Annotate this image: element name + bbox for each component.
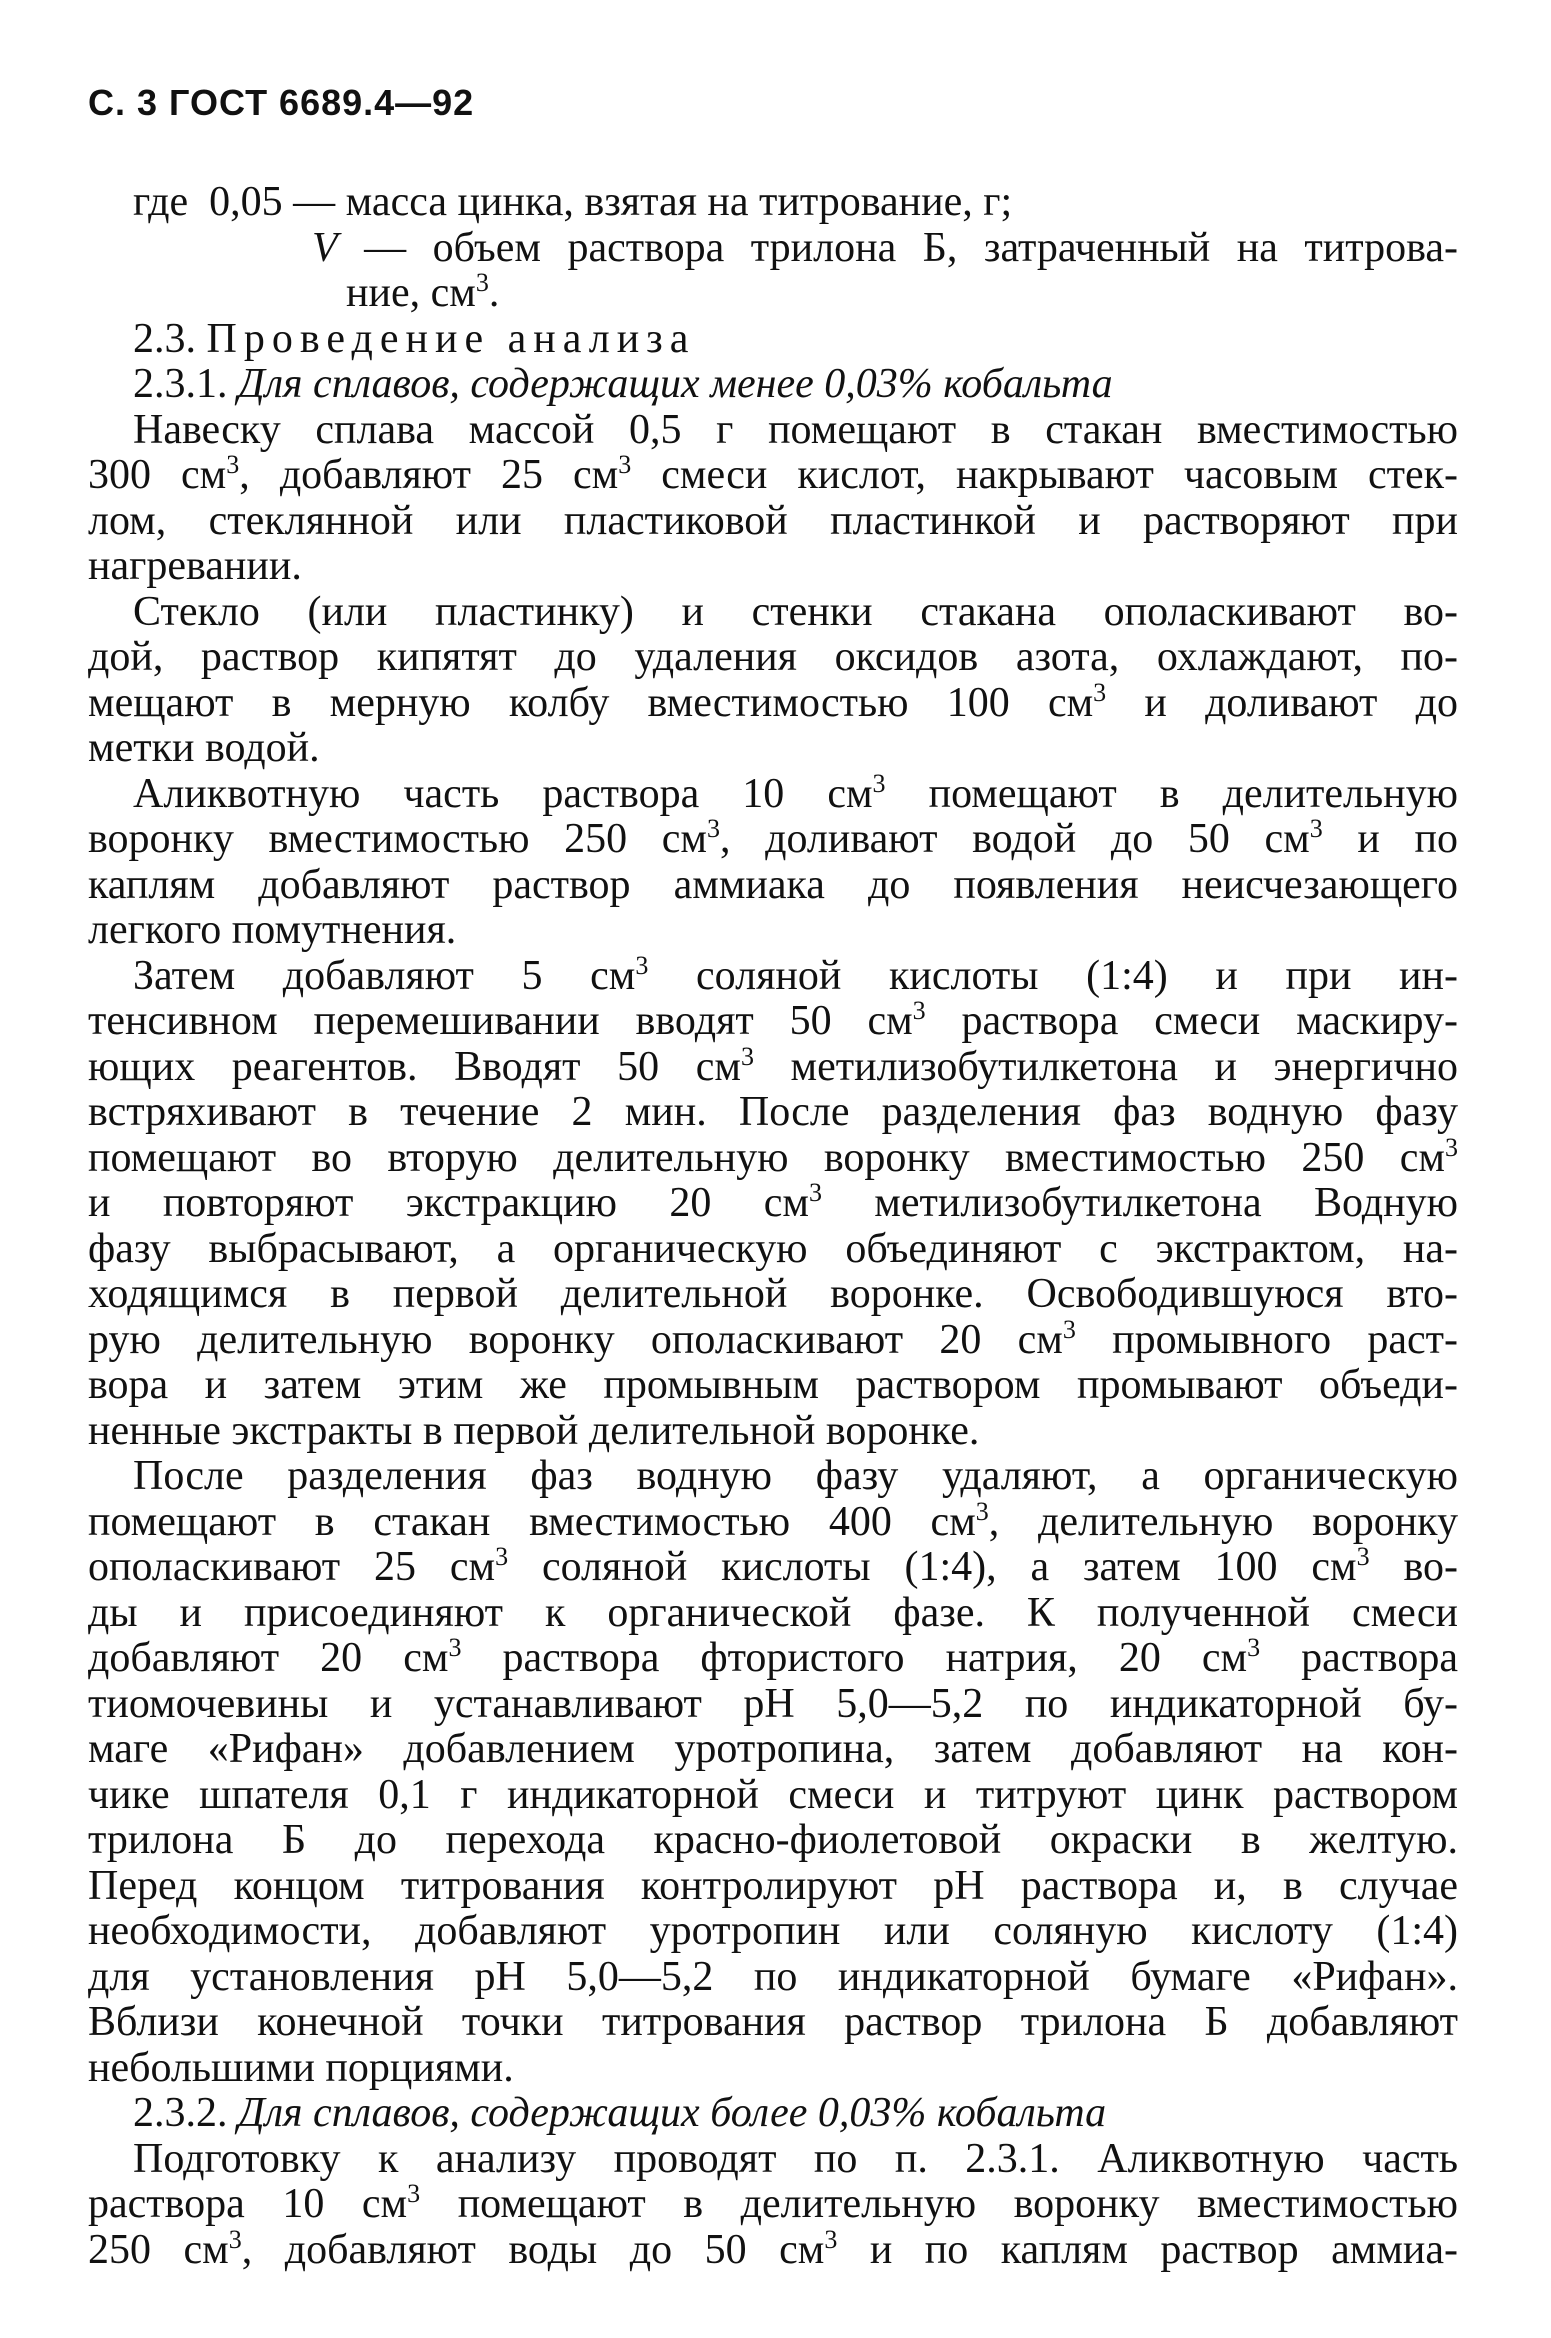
text-line: Затем добавляют 5 $см^3$ соляной кислоты (1:4) и при ин-	[133, 950, 1458, 999]
text-line: рую делительную воронку ополаскивают 20 $см^3$ промывного раст-	[88, 1314, 1458, 1363]
text-line: встряхивают в течение 2 мин. После разделения фаз водную фазу	[88, 1089, 1458, 1135]
text-line: небольшими порциями.	[88, 2044, 514, 2091]
text-line: дой, раствор кипятят до удаления оксидов азота, охлаждают, по-	[88, 634, 1458, 680]
text-line: 300 $см^3$, добавляют 25 $см^3$ смеси кислот, накрывают часовым стек-	[88, 450, 1458, 498]
text-line: Вблизи конечной точки титрования раствор трилона Б добавляют	[88, 1999, 1458, 2045]
text-line: ды и присоединяют к органической фазе. К полученной смеси	[88, 1589, 1458, 1636]
text-line: помещают в стакан вместимостью 400 $см^3$, делительную воронку	[88, 1496, 1458, 1545]
text-line: раствора 10 $см^3$ помещают в делительную воронку вместимостью	[88, 2179, 1458, 2227]
text-line: фазу выбрасывают, а органическую объединяют с экстрактом, на-	[88, 1225, 1458, 1272]
text-line: лом, стеклянной или пластиковой пластинкой и растворяют при	[88, 497, 1458, 544]
text-line: нагревании.	[88, 543, 302, 589]
text-line: Аликвотную часть раствора 10 $см^3$ помещают в делительную	[133, 768, 1459, 817]
text-line: 2.3. Проведение анализа	[133, 315, 696, 362]
text-line: 250 $см^3$, добавляют воды до 50 $см^3$ и по каплям раствор аммиа-	[88, 2224, 1458, 2273]
text-line: маге «Рифан» добавлением уротропина, затем добавляют на кон-	[88, 1726, 1458, 1772]
text-line: 2.3.1. Для сплавов, содержащих менее 0,03% кобальта	[133, 361, 1113, 407]
text-line: V — объем раствора трилона Б, затраченный на титрова-	[312, 224, 1458, 271]
text-line: вора и затем этим же промывным раствором промывают объеди-	[88, 1362, 1458, 1408]
text-line: Подготовку к анализу проводят по п. 2.3.1. Аликвотную часть	[133, 2135, 1458, 2182]
text-line: помещают во вторую делительную воронку вместимостью 250 $см^3$	[88, 1132, 1458, 1181]
text-line: мещают в мерную колбу вместимостью 100 $см^3$ и доливают до	[88, 677, 1458, 726]
text-line: для установления pH 5,0—5,2 по индикаторной бумаге «Рифан».	[88, 1953, 1458, 2000]
text-line: Стекло (или пластинку) и стенки стакана ополаскивают во-	[133, 588, 1458, 635]
text-line: 2.3.2. Для сплавов, содержащих более 0,03% кобальта	[133, 2090, 1107, 2136]
text-line: ние, $см^3$.	[346, 268, 500, 316]
text-line: и повторяют экстракцию 20 $см^3$ метилизобутилкетона Водную	[88, 1178, 1458, 1226]
text-line: ходящимся в первой делительной воронке. Освободившуюся вто-	[88, 1271, 1458, 1317]
page-header: С. 3 ГОСТ 6689.4—92	[88, 82, 475, 123]
text-line: чике шпателя 0,1 г индикаторной смеси и титруют цинк раствором	[88, 1771, 1458, 1818]
text-line: трилона Б до перехода красно-фиолетовой окраски в желтую.	[88, 1817, 1458, 1863]
text-line: необходимости, добавляют уротропин или соляную кислоту (1:4)	[88, 1908, 1458, 1954]
text-line: ополаскивают 25 $см^3$ соляной кислоты (1:4), а затем 100 $см^3$ во-	[88, 1542, 1459, 1590]
text-line: После разделения фаз водную фазу удаляют, а органическую	[133, 1453, 1458, 1499]
text-line: легкого помутнения.	[88, 907, 457, 953]
text-line: тенсивном перемешивании вводят 50 $см^3$ раствора смеси маскиру-	[88, 996, 1458, 1044]
text-line: где 0,05 — масса цинка, взятая на титрование, г;	[133, 179, 1013, 225]
text-line: каплям добавляют раствор аммиака до появления неисчезающего	[88, 861, 1458, 908]
text-line: Перед концом титрования контролируют pH раствора и, в случае	[88, 1862, 1458, 1909]
text-line: добавляют 20 $см^3$ раствора фтористого натрия, 20 $см^3$ раствора	[88, 1633, 1458, 1681]
text-line: тиомочевины и устанавливают pH 5,0—5,2 по индикаторной бу-	[88, 1680, 1458, 1727]
text-line: ющих реагентов. Вводят 50 $см^3$ метилизобутилкетона и энергично	[88, 1041, 1458, 1090]
text-line: метки водой.	[88, 725, 320, 771]
body-text	[88, 180, 1458, 2273]
text-line: воронку вместимостью 250 $см^3$, доливают водой до 50 $см^3$ и по	[88, 814, 1458, 862]
text-line: Навеску сплава массой 0,5 г помещают в стакан вместимостью	[133, 406, 1458, 453]
text-line: ненные экстракты в первой делительной воронке.	[88, 1407, 980, 1454]
